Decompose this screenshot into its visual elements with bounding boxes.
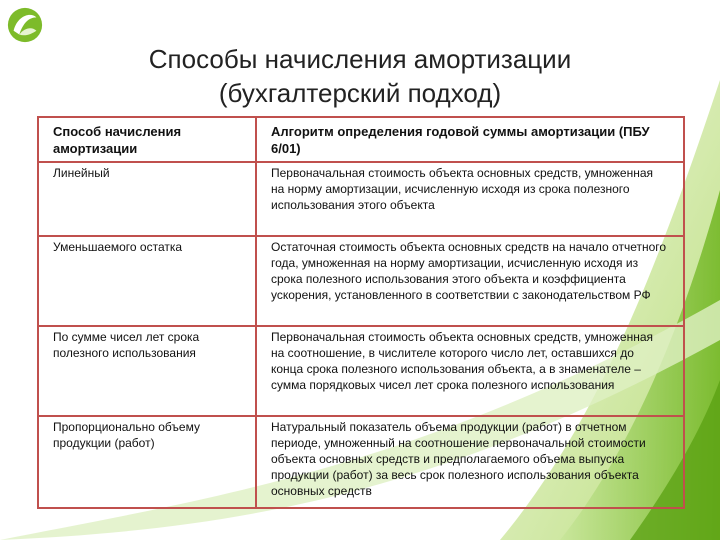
header-method-cell: Способ начисления амортизации <box>38 117 256 162</box>
method-cell: Уменьшаемого остатка <box>38 236 256 326</box>
logo-icon <box>6 6 44 44</box>
algorithm-cell: Остаточная стоимость объекта основных средств на начало отчетного года, умноженная на норму амортизации, исчисленную исходя из срока полезного использования этого объекта и коэффициента ускорения, установленного в соответствии с законодательством РФ <box>256 236 684 326</box>
slide-title-line-2: (бухгалтерский подход) <box>218 78 502 108</box>
header-algorithm-cell: Алгоритм определения годовой суммы амортизации (ПБУ 6/01) <box>256 117 684 162</box>
method-cell: По сумме чисел лет срока полезного использования <box>38 326 256 416</box>
table-row <box>38 236 684 326</box>
slide-title <box>90 42 630 110</box>
table-row <box>38 416 684 508</box>
algorithm-cell: Первоначальная стоимость объекта основных средств, умноженная на соотношение, в числителе которого число лет, оставшихся до конца срока полезного использования объекта, а в знаменателе – сумма порядковых чисел лет срока полезного использования <box>256 326 684 416</box>
algorithm-cell: Первоначальная стоимость объекта основных средств, умноженная на норму амортизации, исчисленную исходя из срока полезного использования этого объекта <box>256 162 684 236</box>
method-cell: Пропорционально объему продукции (работ) <box>38 416 256 508</box>
slide-title-line-1: Способы начисления амортизации <box>148 44 572 74</box>
algorithm-cell: Натуральный показатель объема продукции (работ) в отчетном периоде, умноженный на соотношение первоначальной стоимости объекта основных средств и предполагаемого объема выпуска продукции (работ) за весь срок полезного использования объекта основных средств <box>256 416 684 508</box>
table-header-row <box>38 117 684 162</box>
table-row <box>38 326 684 416</box>
method-cell: Линейный <box>38 162 256 236</box>
table-row <box>38 162 684 236</box>
amortization-methods-table <box>37 116 685 509</box>
